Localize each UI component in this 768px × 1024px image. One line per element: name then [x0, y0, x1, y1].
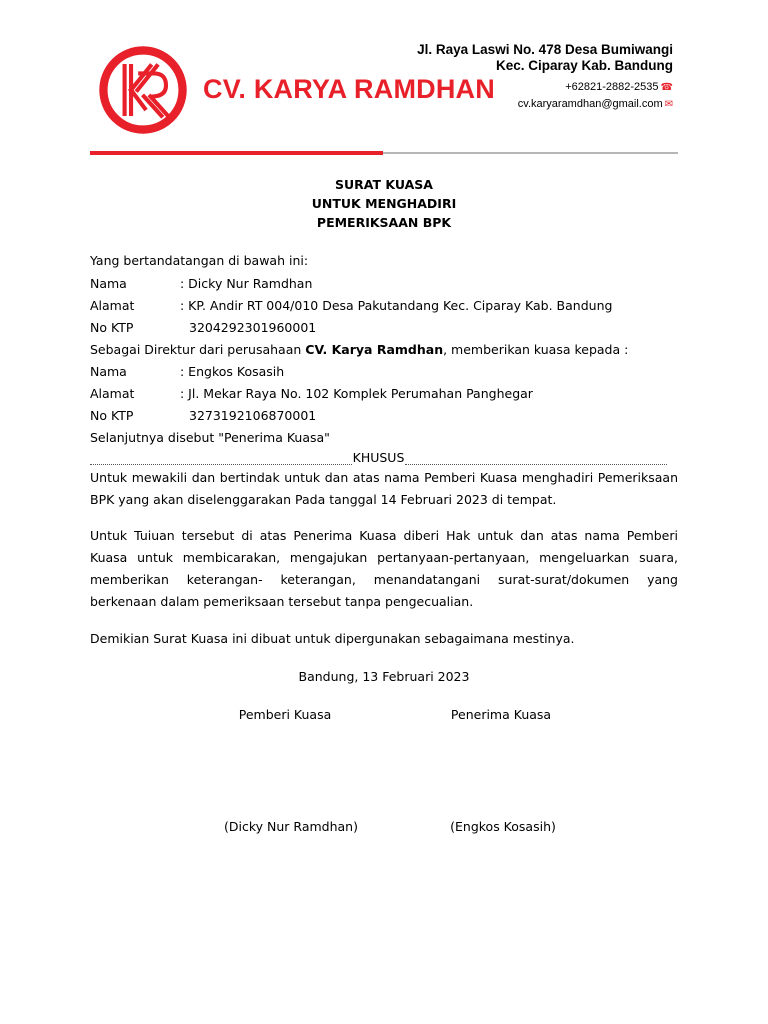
grantee-address-label: Alamat [90, 386, 135, 401]
grantee-name-value: : Engkos Kosasih [180, 364, 285, 379]
grantor-ktp-value: 3204292301960001 [189, 320, 317, 335]
khusus-separator [90, 449, 667, 465]
grantor-address-label: Alamat [90, 298, 135, 313]
company-phone [565, 81, 673, 93]
header-divider-gray [383, 152, 678, 154]
position-company: CV. Karya Ramdhan [305, 342, 444, 357]
grantor-address-value: : KP. Andir RT 004/010 Desa Pakutandang Kec. Ciparay Kab. Bandung [180, 298, 613, 313]
company-address [417, 42, 673, 74]
grantee-address-value: : Jl. Mekar Raya No. 102 Komplek Perumahan Panghegar [180, 386, 533, 401]
grantee-alias: Selanjutnya disebut "Penerima Kuasa" [90, 430, 330, 445]
grantor-ktp-label: No KTP [90, 320, 134, 335]
intro-text: Yang bertandatangan di bawah ini: [90, 253, 309, 268]
doc-title-line-3: PEMERIKSAAN BPK [316, 215, 452, 230]
address-line-2: Kec. Ciparay Kab. Bandung [495, 58, 673, 73]
grantee-role: Penerima Kuasa [450, 707, 552, 722]
company-logo [97, 44, 189, 136]
paragraph-purpose: Untuk mewakili dan bertindak untuk dan atas nama Pemberi Kuasa menghadiri Pemeriksaan BPK yang akan diselenggarakan Pada tanggal 14 Februari 2023 di tempat. [90, 470, 678, 507]
position-post: , memberikan kuasa kepada : [443, 342, 629, 357]
dotted-line-left [90, 453, 352, 465]
khusus-label: KHUSUS [352, 450, 405, 465]
doc-title-line-1: SURAT KUASA [335, 177, 433, 192]
company-email [518, 98, 673, 110]
paragraph-authority: Untuk Tuiuan tersebut di atas Penerima Kuasa diberi Hak untuk dan atas nama Pemberi Kuasa untuk membicarakan, mengajukan pertanyaan-pertanyaan, mengeluarkan suara, memberikan keterangan- keterangan, menandatangani surat-surat/dokumen yang berkenaan dalam pemeriksaan tersebut tanpa pengecualian. [90, 528, 678, 609]
grantor-name-value: : Dicky Nur Ramdhan [180, 276, 313, 291]
dotted-line-right [405, 453, 667, 465]
header-divider-red [90, 151, 383, 155]
closing-text: Demikian Surat Kuasa ini dibuat untuk dipergunakan sebagaimana mestinya. [90, 631, 575, 646]
mail-icon: ✉ [664, 99, 673, 110]
grantee-name-label: Nama [90, 364, 127, 379]
position-line [90, 342, 628, 357]
grantee-ktp-label: No KTP [90, 408, 134, 423]
grantee-ktp-value: 3273192106870001 [189, 408, 317, 423]
place-date: Bandung, 13 Februari 2023 [298, 669, 470, 684]
phone-number: +62821-2882-2535 [565, 81, 659, 93]
position-pre: Sebagai Direktur dari perusahaan [90, 342, 306, 357]
doc-title-line-2: UNTUK MENGHADIRI [311, 196, 457, 211]
phone-icon: ☎ [660, 82, 673, 93]
grantee-signature-name: (Engkos Kosasih) [450, 819, 556, 834]
email-address: cv.karyaramdhan@gmail.com [517, 98, 663, 110]
address-line-1: Jl. Raya Laswi No. 478 Desa Bumiwangi [417, 42, 673, 57]
grantor-signature-name: (Dicky Nur Ramdhan) [224, 819, 358, 834]
grantor-role: Pemberi Kuasa [238, 707, 332, 722]
company-name: CV. KARYA RAMDHAN [203, 74, 495, 104]
grantor-name-label: Nama [90, 276, 127, 291]
